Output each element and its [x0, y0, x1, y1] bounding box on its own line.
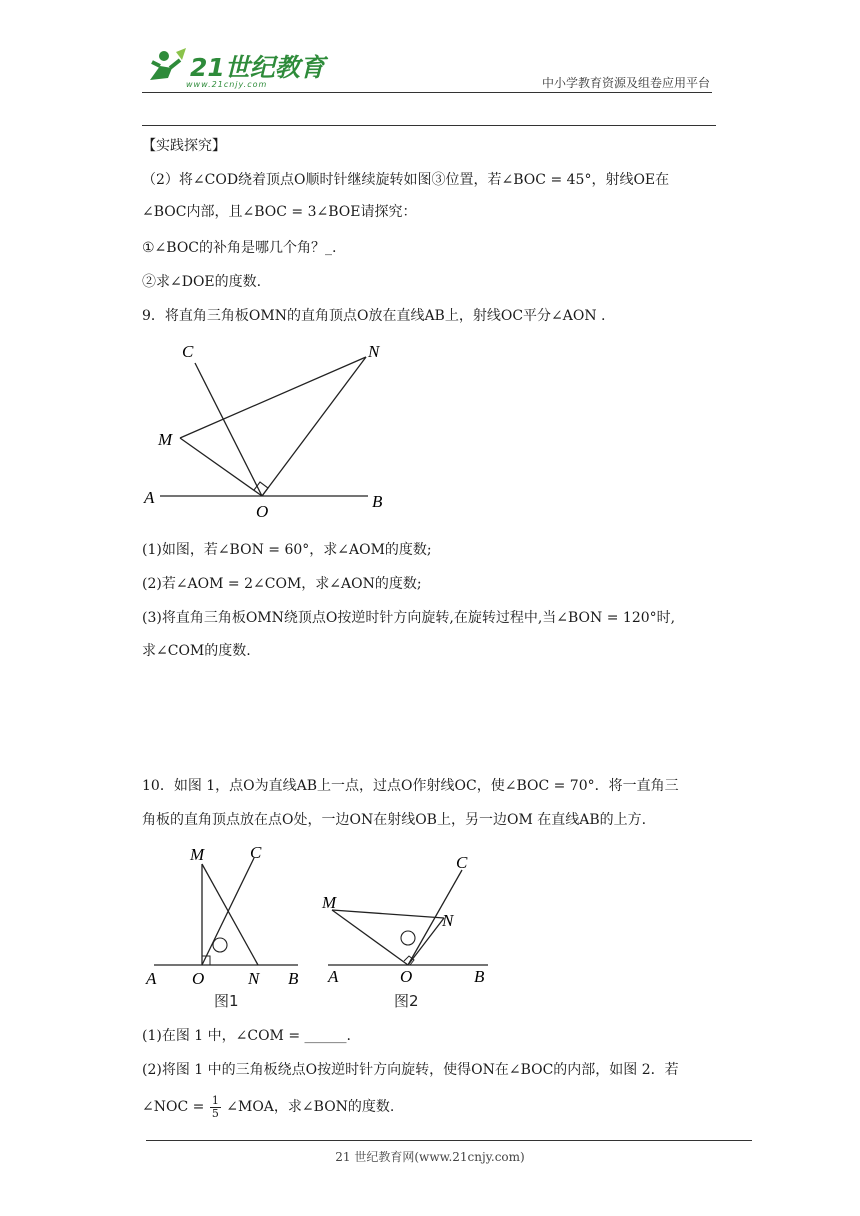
fig1-caption: 图1 — [214, 992, 239, 1010]
figure-1 — [145, 843, 299, 1010]
q10-part2-pre: ∠NOC = — [142, 1099, 205, 1115]
q9-part1: (1)如图，若∠BON = 60°，求∠AOM的度数; — [142, 542, 432, 558]
q10-part1: (1)在图 1 中，∠COM = ______. — [142, 1028, 351, 1044]
fig1-label-n: N — [248, 969, 260, 988]
q9-stem: 9．将直角三角板OMN的直角顶点O放在直线AB上，射线OC平分∠AON . — [142, 308, 606, 324]
figure-2 — [321, 853, 488, 1010]
fig2-label-c: C — [456, 853, 468, 872]
fig2-segment-on — [408, 918, 444, 965]
fraction-one-fifth — [210, 1095, 221, 1120]
fig1-label-m: M — [190, 845, 205, 864]
ray-oc — [195, 363, 262, 496]
q8-part2-line1: （2）将∠COD绕着顶点O顺时针继续旋转如图③位置，若∠BOC = 45°，射线OE在 — [142, 172, 670, 188]
fig2-segment-om — [332, 910, 408, 965]
fig1-segment-mn — [202, 864, 258, 965]
segment-om — [180, 438, 262, 496]
q10-figures — [140, 838, 500, 1018]
fraction-denominator: 5 — [211, 1106, 219, 1120]
footer-text: 21 世纪教育网(www.21cnjy.com) — [335, 1150, 525, 1164]
label-b: B — [372, 492, 383, 511]
fig1-label-b: B — [288, 969, 299, 988]
fig2-label-b: B — [474, 967, 485, 986]
content-top-rule — [142, 125, 716, 126]
fig1-label-c: C — [250, 843, 262, 862]
q10-part2-post: ∠MOA，求∠BON的度数. — [226, 1099, 395, 1115]
q8-part2-line2: ∠BOC内部，且∠BOC = 3∠BOE请探究： — [142, 204, 417, 220]
fig2-label-a: A — [328, 967, 339, 986]
fig1-ray-oc — [202, 858, 254, 965]
segment-on — [262, 357, 366, 496]
fig2-triangle-hole — [401, 931, 415, 945]
label-m: M — [158, 430, 173, 449]
label-c: C — [182, 342, 194, 361]
fig1-label-o: O — [192, 969, 205, 988]
fig1-label-a: A — [146, 969, 157, 988]
fig2-label-m: M — [322, 893, 337, 912]
label-a: A — [144, 488, 155, 507]
q8-item2: ②求∠DOE的度数. — [142, 274, 262, 290]
fraction-numerator: 1 — [211, 1093, 219, 1107]
q9-figure — [140, 335, 400, 525]
q8-item1: ①∠BOC的补角是哪几个角？_. — [142, 240, 337, 256]
logo-url: www.21cnjy.com — [186, 80, 268, 89]
fig2-label-n: N — [442, 911, 454, 930]
logo-text: 21世纪教育 — [190, 53, 325, 82]
section-title: 【实践探究】 — [142, 138, 226, 154]
q10-stem-line1: 10．如图 1，点O为直线AB上一点，过点O作射线OC，使∠BOC = 70°．将一直角三 — [142, 778, 679, 794]
platform-name: 中小学教育资源及组卷应用平台 — [541, 76, 710, 90]
fig2-caption: 图2 — [394, 992, 419, 1010]
header-rule — [142, 92, 712, 93]
q10-part2-line1: (2)将图 1 中的三角板绕点O按逆时针方向旋转，使得ON在∠BOC的内部，如图 2．若 — [142, 1062, 679, 1078]
label-o: O — [256, 502, 269, 521]
fig2-label-o: O — [400, 967, 413, 986]
segment-mn — [180, 357, 366, 438]
q10-part2-line2 — [142, 1092, 394, 1122]
footer-rule — [146, 1140, 752, 1141]
label-n: N — [368, 342, 380, 361]
fig2-segment-mn — [332, 910, 444, 918]
q9-part2: (2)若∠AOM = 2∠COM，求∠AON的度数; — [142, 576, 422, 592]
q9-part3-line1: (3)将直角三角板OMN绕顶点O按逆时针方向旋转,在旋转过程中,当∠BON = 120°时, — [142, 610, 676, 626]
q10-stem-line2: 角板的直角顶点放在点O处，一边ON在射线OB上，另一边OM 在直线AB的上方. — [142, 812, 647, 828]
fig1-triangle-hole — [213, 938, 227, 952]
q9-part3-line2: 求∠COM的度数. — [142, 643, 251, 659]
